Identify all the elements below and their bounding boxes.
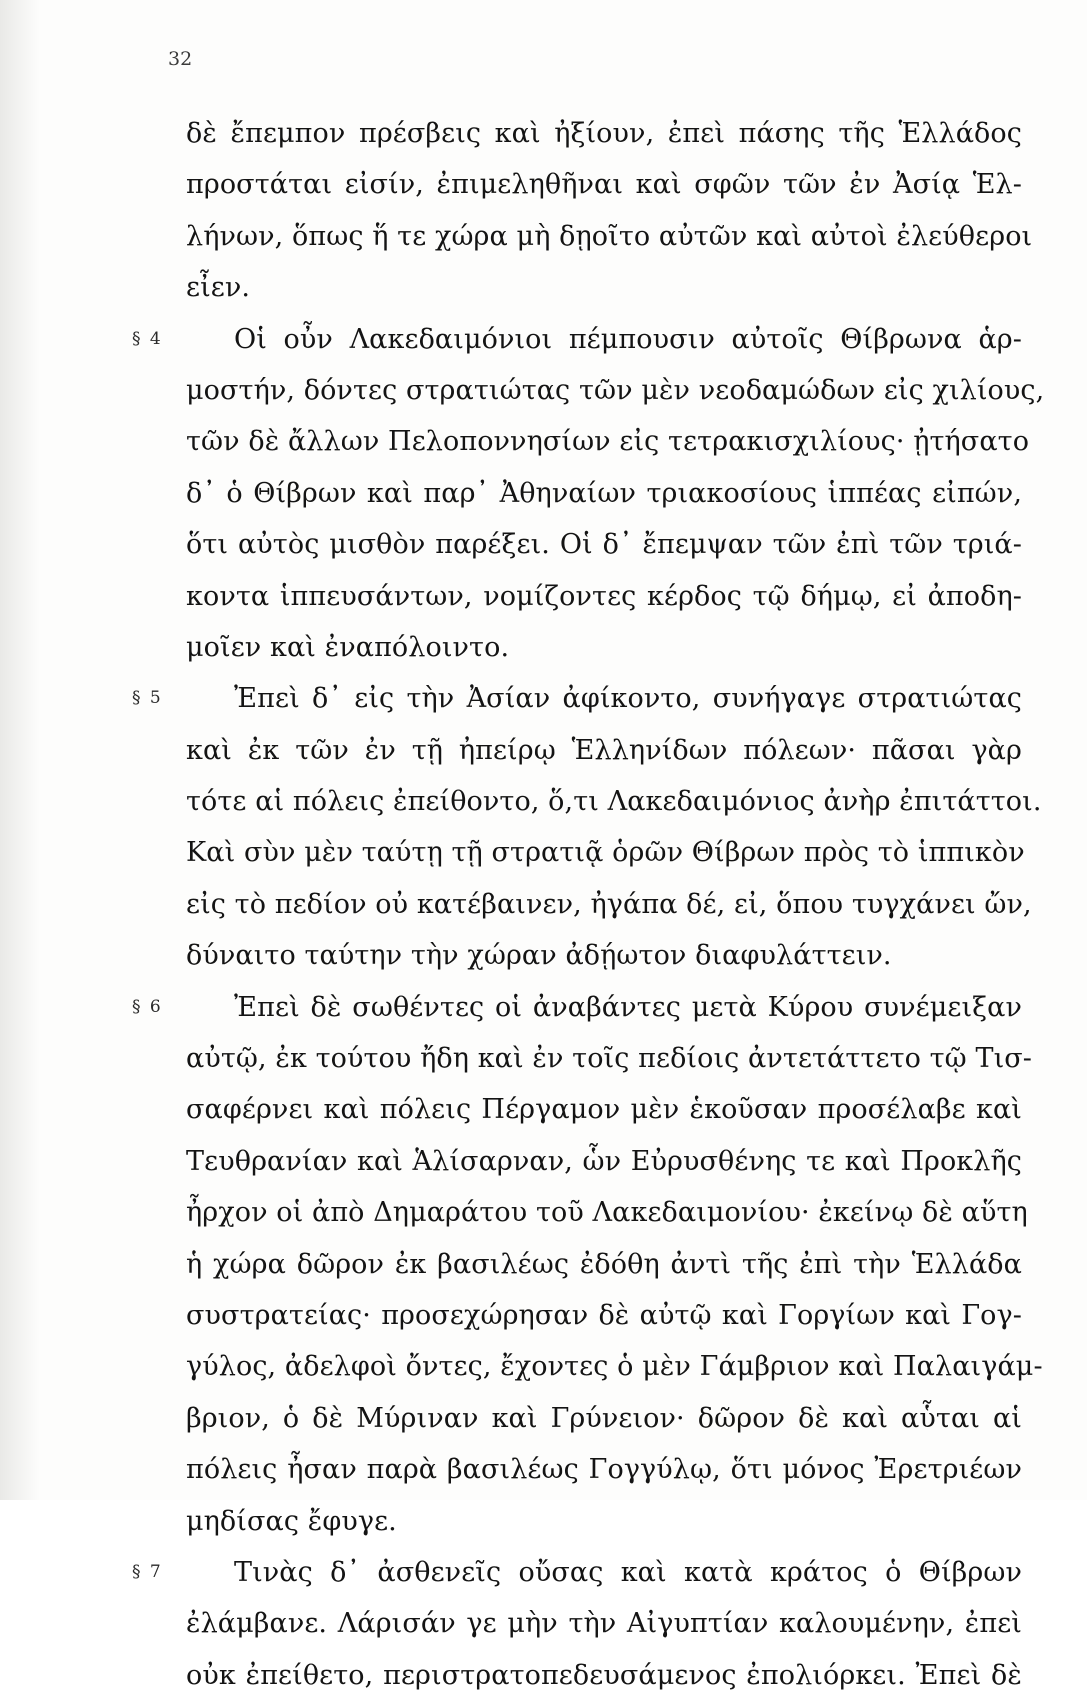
line-text: μηδίσας ἔφυγε.: [186, 1505, 397, 1537]
line-text: δ᾽ ὁ Θίβρων καὶ παρ᾽ Ἀθηναίων τριακοσίους ἱππέας εἰπών,: [186, 477, 1022, 509]
text-line: [186, 1444, 1022, 1495]
line-text: δύναιτο ταύτην τὴν χώραν ἀδῄωτον διαφυλάττειν.: [186, 940, 892, 972]
text-line: [186, 262, 1022, 313]
text-line: [186, 622, 1022, 673]
line-text: συστρατείας· προσεχώρησαν δὲ αὐτῷ καὶ Γοργίων καὶ Γογ-: [186, 1299, 1022, 1331]
line-text: τῶν δὲ ἄλλων Πελοποννησίων εἰς τετρακισχιλίους· ᾐτήσατο: [186, 426, 1030, 458]
text-line: [186, 879, 1032, 930]
page-number: 32: [168, 48, 193, 70]
line-text: πόλεις ἦσαν παρὰ βασιλέως Γογγύλῳ, ὅτι μόνος Ἐρετριέων: [186, 1454, 1022, 1486]
text-line: [132, 314, 1022, 365]
line-text: ἐλάμβανε. Λάρισάν γε μὴν τὴν Αἰγυπτίαν καλουμένην, ἐπεὶ: [186, 1608, 1022, 1640]
line-text: σαφέρνει καὶ πόλεις Πέργαμον μὲν ἑκοῦσαν προσέλαβε καὶ: [186, 1094, 1022, 1126]
text-line: [186, 159, 1022, 210]
text-line: [186, 776, 1042, 827]
line-text: Ἐπεὶ δὲ σωθέντες οἱ ἀναβάντες μετὰ Κύρου συνέμειξαν: [234, 991, 1022, 1023]
line-text: Οἱ οὖν Λακεδαιμόνιοι πέμπουσιν αὐτοῖς Θίβρωνα ἁρ-: [234, 323, 1022, 355]
text-line: [186, 108, 1022, 159]
text-line: [186, 1239, 1022, 1290]
section-marker: § 6: [132, 996, 163, 1017]
text-line: [186, 930, 1022, 981]
line-text: προστάται εἰσίν, ἐπιμεληθῆναι καὶ σφῶν τῶν ἐν Ἀσίᾳ Ἑλ-: [186, 169, 1022, 201]
text-line: [186, 211, 1033, 262]
text-line: [186, 725, 1022, 776]
text-line: [132, 982, 1022, 1033]
line-text: ὅτι αὐτὸς μισθὸν παρέξει. Οἱ δ᾽ ἔπεμψαν τῶν ἐπὶ τῶν τριά-: [186, 529, 1022, 561]
line-text: κοντα ἱππευσάντων, νομίζοντες κέρδος τῷ δήμῳ, εἰ ἀποδη-: [186, 580, 1022, 612]
line-text: γύλος, ἀδελφοὶ ὄντες, ἔχοντες ὁ μὲν Γάμβριον καὶ Παλαιγάμ-: [186, 1351, 1043, 1383]
text-line: [186, 1650, 1022, 1701]
line-text: Καὶ σὺν μὲν ταύτῃ τῇ στρατιᾷ ὁρῶν Θίβρων πρὸς τὸ ἱππικὸν: [186, 837, 1025, 869]
line-text: μοστήν, δόντες στρατιώτας τῶν μὲν νεοδαμώδων εἰς χιλίους,: [186, 374, 1045, 406]
section-marker: § 4: [132, 328, 163, 349]
text-line: [186, 1341, 1043, 1392]
text-line: [186, 1290, 1022, 1341]
text-line: [186, 1084, 1022, 1135]
section-marker: § 5: [132, 688, 163, 709]
line-text: βριον, ὁ δὲ Μύριναν καὶ Γρύνειον· δῶρον δὲ καὶ αὗται αἱ: [186, 1402, 1022, 1434]
text-line: [186, 416, 1030, 467]
line-text: Τευθρανίαν καὶ Ἁλίσαρναν, ὧν Εὐρυσθένης τε καὶ Προκλῆς: [186, 1145, 1022, 1177]
text-line: [186, 365, 1045, 416]
text-line: [132, 1547, 1022, 1598]
page-edge-shadow: [0, 0, 40, 1500]
text-line: [186, 1136, 1022, 1187]
line-text: λήνων, ὅπως ἥ τε χώρα μὴ δῃοῖτο αὐτῶν καὶ αὐτοὶ ἐλεύθεροι: [186, 220, 1033, 252]
body-text: [132, 108, 1045, 1701]
line-text: οὐκ ἐπείθετο, περιστρατοπεδευσάμενος ἐπολιόρκει. Ἐπεὶ δὲ: [186, 1659, 1022, 1691]
text-line: [186, 571, 1022, 622]
line-text: αὐτῷ, ἐκ τούτου ἤδη καὶ ἐν τοῖς πεδίοις ἀντετάττετο τῷ Τισ-: [186, 1043, 1033, 1075]
line-text: καὶ ἐκ τῶν ἐν τῇ ἠπείρῳ Ἑλληνίδων πόλεων· πᾶσαι γὰρ: [186, 734, 1022, 766]
line-text: δὲ ἔπεμπον πρέσβεις καὶ ἠξίουν, ἐπεὶ πάσης τῆς Ἑλλάδος: [186, 118, 1022, 149]
text-line: [132, 673, 1022, 724]
section-marker: § 7: [132, 1561, 163, 1582]
text-line: [186, 1598, 1022, 1649]
text-line: [186, 1187, 1028, 1238]
line-text: ἦρχον οἱ ἀπὸ Δημαράτου τοῦ Λακεδαιμονίου· ἐκείνῳ δὲ αὕτη: [186, 1197, 1028, 1229]
text-line: [186, 1033, 1033, 1084]
text-line: [186, 468, 1022, 519]
text-line: [186, 1393, 1022, 1444]
line-text: Τινὰς δ᾽ ἀσθενεῖς οὔσας καὶ κατὰ κράτος ὁ Θίβρων: [234, 1556, 1022, 1588]
line-text: εἰς τὸ πεδίον οὐ κατέβαινεν, ἠγάπα δέ, εἰ, ὅπου τυγχάνει ὤν,: [186, 888, 1032, 920]
line-text: μοῖεν καὶ ἐναπόλοιντο.: [186, 631, 510, 663]
text-line: [186, 827, 1025, 878]
line-text: ἡ χώρα δῶρον ἐκ βασιλέως ἐδόθη ἀντὶ τῆς ἐπὶ τὴν Ἑλλάδα: [186, 1248, 1022, 1280]
text-line: [186, 519, 1022, 570]
text-line: [186, 1496, 1022, 1547]
line-text: εἶεν.: [186, 272, 251, 304]
line-text: Ἐπεὶ δ᾽ εἰς τὴν Ἀσίαν ἀφίκοντο, συνήγαγε στρατιώτας: [234, 683, 1022, 715]
line-text: τότε αἱ πόλεις ἐπείθοντο, ὅ,τι Λακεδαιμόνιος ἀνὴρ ἐπιτάττοι.: [186, 786, 1042, 818]
